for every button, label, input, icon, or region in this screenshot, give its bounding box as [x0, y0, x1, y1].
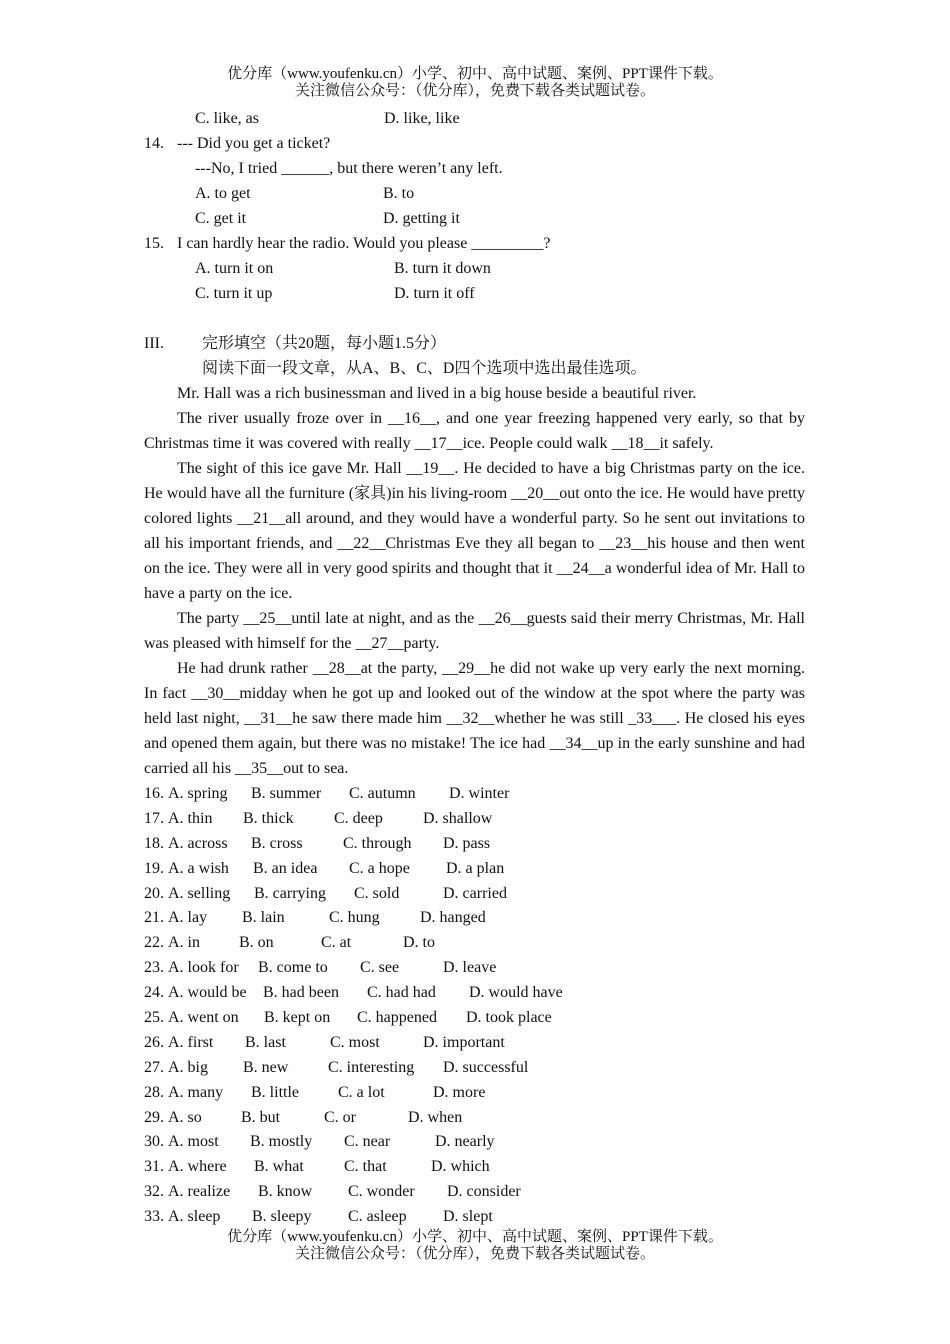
option-d: D. took place — [466, 1009, 552, 1027]
option-b: B. little — [251, 1083, 299, 1101]
page-header — [0, 66, 950, 100]
option-a: A. turn it on — [195, 260, 274, 277]
option-a: A. spring — [168, 785, 228, 802]
option-a: A. many — [168, 1083, 224, 1101]
option-d: D. shallow — [423, 809, 493, 827]
cloze-question — [144, 781, 805, 806]
question-number: 19. — [144, 859, 164, 877]
cloze-question — [144, 1179, 805, 1204]
option-b: B. kept on — [264, 1009, 331, 1027]
option-a: A. thin — [168, 809, 213, 827]
option-d: D. slept — [443, 1208, 493, 1226]
question-number: 33. — [144, 1208, 164, 1226]
question-text: --- Did you get a ticket? — [177, 135, 331, 152]
question-number: 22. — [144, 934, 164, 952]
reply-text: ---No, I tried ______, but there weren’t any left. — [195, 160, 503, 177]
option-b: B. know — [258, 1183, 313, 1201]
question-14-reply — [144, 156, 805, 181]
option-d: D. consider — [447, 1183, 521, 1201]
section-number: III. — [144, 335, 164, 352]
cloze-question — [144, 1055, 805, 1080]
option-b: B. thick — [243, 809, 294, 827]
option-c: C. deep — [334, 809, 383, 827]
question-number: 17. — [144, 809, 164, 827]
option-a: A. sleep — [168, 1208, 221, 1226]
option-d: D. which — [431, 1158, 490, 1176]
option-b: B. turn it down — [394, 260, 491, 277]
option-d: D. pass — [443, 834, 491, 852]
question-number: 31. — [144, 1158, 164, 1176]
question-number: 28. — [144, 1083, 164, 1101]
option-b: B. carrying — [254, 884, 326, 902]
question-14-options-cd — [144, 206, 805, 231]
passage-paragraph-2: The river usually froze over in __16__, and one year freezing happened very early, so that by Christmas time it was covered with really __17__ice. People could walk __18__it safely. — [144, 410, 805, 452]
option-c: C. a hope — [349, 859, 410, 877]
option-c: C. happened — [357, 1009, 437, 1027]
question-number: 16. — [144, 785, 164, 802]
option-a: A. most — [168, 1133, 219, 1151]
cloze-question — [144, 955, 805, 980]
cloze-question — [144, 1080, 805, 1105]
question-number: 29. — [144, 1108, 164, 1126]
option-a: A. went on — [168, 1009, 239, 1027]
cloze-question — [144, 1030, 805, 1055]
option-d: D. successful — [443, 1058, 529, 1076]
option-b: B. come to — [258, 959, 328, 977]
option-b: B. what — [254, 1158, 304, 1176]
option-c: C. like, as — [195, 110, 259, 127]
option-c: C. or — [324, 1108, 356, 1126]
cloze-question — [144, 1005, 805, 1030]
option-b: B. an idea — [253, 859, 318, 877]
option-a: A. lay — [168, 909, 208, 927]
option-a: A. where — [168, 1158, 227, 1176]
question-number: 18. — [144, 834, 164, 852]
question-number: 25. — [144, 1009, 164, 1027]
cloze-question — [144, 930, 805, 955]
option-a: A. to get — [195, 185, 251, 202]
option-c: C. hung — [329, 909, 380, 927]
question-number: 26. — [144, 1033, 164, 1051]
page-footer — [0, 1229, 950, 1263]
option-d: D. like, like — [384, 110, 460, 127]
cloze-question — [144, 856, 805, 881]
passage-paragraph-5: He had drunk rather __28__at the party, __29__he did not wake up very early the next morning. In fact __30__midday when he got up and looked out of the window at the spot where the party was held last night, __31__he saw there made him __32__whether he was still _33___. He closed his eyes and opened them again, but there was no mistake! The ice had __34__up in the early sunshine and had carried all his __35__out to sea. — [144, 660, 805, 777]
option-c: C. near — [344, 1133, 391, 1151]
option-d: D. carried — [443, 884, 507, 902]
passage-paragraph-4: The party __25__until late at night, and as the __26__guests said their merry Christmas, Mr. Hall was pleased with himself for the __27__party. — [144, 610, 805, 652]
option-b: B. last — [245, 1033, 286, 1051]
cloze-question — [144, 980, 805, 1005]
cloze-question — [144, 831, 805, 856]
option-c: C. at — [321, 934, 352, 952]
option-a: A. big — [168, 1058, 208, 1076]
section-heading — [144, 331, 805, 356]
option-c: C. sold — [354, 884, 400, 902]
question-number: 27. — [144, 1058, 164, 1076]
option-c: C. had had — [367, 984, 436, 1002]
option-c: C. interesting — [328, 1058, 415, 1076]
option-a: A. would be — [168, 984, 247, 1002]
header-line-2: 关注微信公众号：（优分库），免费下载各类试题试卷。 — [294, 83, 655, 99]
cloze-question — [144, 1129, 805, 1154]
passage-paragraph-1: Mr. Hall was a rich businessman and lived in a big house beside a beautiful river. — [177, 385, 697, 402]
option-b: B. mostly — [250, 1133, 313, 1151]
option-a: A. look for — [168, 959, 239, 977]
option-c: C. turn it up — [195, 285, 273, 302]
option-d: D. to — [403, 934, 435, 952]
passage-paragraph-3: The sight of this ice gave Mr. Hall __19__. He decided to have a big Christmas party on the ice. He would have all the furniture (家具)in his living-room __20__out onto the ice. He would have pretty colored lights __21__all around, and they would have a wonderful party. So he sent out invitations to all his important friends, and __22__Christmas Eve they all began to __23__his house and then went on the ice. They were all in very good spirits and thought that it __24__a wonderful idea of Mr. Hall to have a party on the ice. — [144, 460, 805, 602]
section-instruction: 阅读下面一段文章，从A、B、C、D四个选项中选出最佳选项。 — [202, 360, 647, 377]
option-a: A. selling — [168, 884, 231, 902]
option-d: D. more — [433, 1083, 486, 1101]
question-15 — [144, 231, 805, 256]
section-title: 完形填空（共20题，每小题1.5分） — [202, 335, 447, 352]
option-d: D. nearly — [435, 1133, 495, 1151]
question-14 — [144, 131, 805, 156]
option-d: D. turn it off — [394, 285, 475, 302]
question-15-options-ab — [144, 256, 805, 281]
option-a: A. so — [168, 1108, 202, 1126]
option-c: C. get it — [195, 210, 247, 227]
spacer — [144, 306, 805, 331]
option-a: A. first — [168, 1033, 214, 1051]
option-b: B. had been — [263, 984, 339, 1002]
footer-line-2: 关注微信公众号：（优分库），免费下载各类试题试卷。 — [294, 1246, 655, 1262]
question-15-options-cd — [144, 281, 805, 306]
option-b: B. summer — [251, 785, 322, 802]
option-a: A. realize — [168, 1183, 231, 1201]
option-d: D. winter — [449, 785, 510, 802]
option-b: B. sleepy — [252, 1208, 312, 1226]
cloze-question — [144, 806, 805, 831]
question-number: 32. — [144, 1183, 164, 1201]
option-c: C. a lot — [338, 1083, 385, 1101]
option-c: C. most — [330, 1033, 380, 1051]
option-d: D. a plan — [446, 859, 505, 877]
option-d: D. getting it — [383, 210, 460, 227]
option-c: C. wonder — [348, 1183, 415, 1201]
option-c: C. see — [360, 959, 400, 977]
option-c: C. asleep — [348, 1208, 407, 1226]
option-b: B. to — [383, 185, 415, 202]
header-line-1: 优分库（www.youfenku.cn）小学、初中、高中试题、案例、PPT课件下载。 — [227, 66, 723, 82]
question-number: 15. — [144, 235, 164, 252]
option-d: D. important — [423, 1033, 505, 1051]
option-c: C. that — [344, 1158, 387, 1176]
option-b: B. but — [241, 1108, 281, 1126]
cloze-options-list — [144, 781, 805, 1229]
cloze-question — [144, 1154, 805, 1179]
option-b: B. on — [239, 934, 274, 952]
question-number: 24. — [144, 984, 164, 1002]
prev-question-options — [144, 106, 805, 131]
option-c: C. autumn — [349, 785, 416, 802]
option-a: A. a wish — [168, 859, 229, 877]
footer-line-1: 优分库（www.youfenku.cn）小学、初中、高中试题、案例、PPT课件下载。 — [227, 1229, 723, 1245]
option-d: D. hanged — [420, 909, 486, 927]
question-number: 30. — [144, 1133, 164, 1151]
question-text: I can hardly hear the radio. Would you please _________? — [177, 235, 551, 252]
section-instruction-line — [144, 356, 805, 381]
option-c: C. through — [343, 834, 412, 852]
option-b: B. new — [243, 1058, 289, 1076]
question-number: 14. — [144, 135, 164, 152]
cloze-question — [144, 881, 805, 906]
question-number: 20. — [144, 884, 164, 902]
question-number: 23. — [144, 959, 164, 977]
option-d: D. would have — [469, 984, 563, 1002]
question-14-options-ab — [144, 181, 805, 206]
cloze-question — [144, 1105, 805, 1130]
option-a: A. across — [168, 834, 228, 852]
cloze-question — [144, 1204, 805, 1229]
option-d: D. leave — [443, 959, 497, 977]
option-d: D. when — [408, 1108, 463, 1126]
option-b: B. cross — [251, 834, 303, 852]
option-a: A. in — [168, 934, 200, 952]
option-b: B. lain — [242, 909, 285, 927]
question-number: 21. — [144, 909, 164, 927]
exam-content — [144, 106, 805, 1229]
cloze-question — [144, 905, 805, 930]
